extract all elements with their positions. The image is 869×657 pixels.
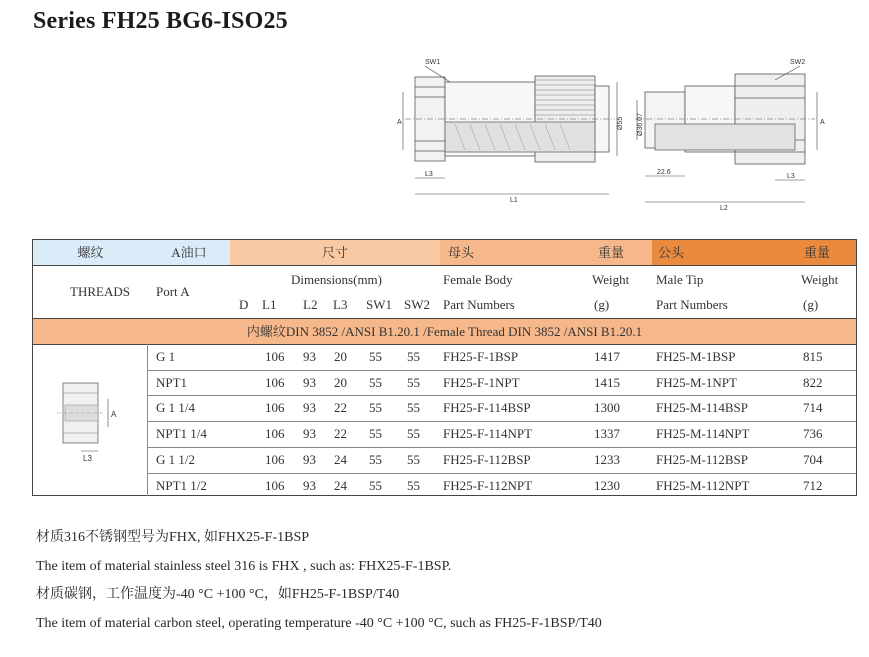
- cell-male-weight: 714: [803, 400, 823, 416]
- cell-female-part: FH25-F-112NPT: [443, 477, 533, 493]
- sw1-label: SW1: [425, 59, 441, 66]
- note-carbon-cn: 材质碳钢，工作温度为-40 °C +100 °C，如FH25-F-1BSP/T40: [36, 587, 400, 602]
- header-male-sub: Part Numbers: [656, 297, 728, 312]
- cell-l3: 24: [334, 477, 347, 493]
- cell-female-weight: 1230: [594, 477, 620, 493]
- port-l3-label: L3: [83, 454, 92, 463]
- note-stainless-en: The item of material stainless steel 316 is FHX , such as: FHX25-F-1BSP.: [36, 558, 452, 574]
- header-female-en: Female Body: [443, 272, 513, 287]
- header-dimensions-cn: 尺寸: [230, 240, 440, 265]
- note-stainless-cn: 材质316不锈钢型号为FHX, 如FHX25-F-1BSP: [36, 530, 310, 545]
- cell-female-part: FH25-F-112BSP: [443, 451, 531, 467]
- cell-sw1: 55: [369, 374, 382, 390]
- header-dim-d: D: [239, 297, 249, 312]
- page-title: Series FH25 BG6-ISO25: [33, 8, 288, 34]
- cell-l1: 106: [265, 374, 285, 390]
- header-port-en: Port A: [156, 284, 190, 299]
- l3-right-label: L3: [787, 173, 795, 180]
- header-dim-sw2: SW2: [404, 297, 430, 312]
- cell-l2: 93: [303, 426, 316, 442]
- cell-thread: G 1: [156, 349, 176, 364]
- cell-sw1: 55: [369, 426, 382, 442]
- cell-female-part: FH25-F-114NPT: [443, 426, 533, 442]
- cell-sw1: 55: [369, 349, 382, 364]
- cell-l1: 106: [265, 451, 285, 467]
- header-dim-l3: L3: [333, 297, 348, 312]
- cell-sw1: 55: [369, 451, 382, 467]
- cell-male-part: FH25-M-114BSP: [656, 400, 748, 416]
- cell-l1: 106: [265, 426, 285, 442]
- cell-thread: NPT1 1/2: [156, 477, 207, 493]
- cell-sw2: 55: [407, 374, 420, 390]
- header-female-cn: 母头: [440, 240, 590, 265]
- header-dim-l1: L1: [262, 297, 277, 312]
- header-male-en: Male Tip: [656, 272, 704, 287]
- cell-female-weight: 1233: [594, 451, 620, 467]
- female-thread-band: 内螺纹DIN 3852 /ANSI B1.20.1 /Female Thread DIN 3852 /ANSI B1.20.1: [33, 318, 856, 345]
- header-female-sub: Part Numbers: [443, 297, 515, 312]
- cell-sw2: 55: [407, 426, 420, 442]
- cell-thread: G 1 1/4: [156, 400, 195, 416]
- cell-l3: 24: [334, 451, 347, 467]
- cell-female-part: FH25-F-1NPT: [443, 374, 520, 390]
- cell-male-part: FH25-M-114NPT: [656, 426, 750, 442]
- cell-l3: 20: [334, 349, 347, 364]
- header-port-cn: A油口: [148, 240, 230, 265]
- a-right-label: A: [820, 119, 825, 126]
- header-weight1-en: Weight: [592, 272, 630, 287]
- cell-l2: 93: [303, 477, 316, 493]
- cell-l2: 93: [303, 400, 316, 416]
- cell-l1: 106: [265, 400, 285, 416]
- cell-male-weight: 815: [803, 349, 823, 364]
- dim-22-6-label: 22.6: [657, 169, 671, 176]
- female-body-drawing: [405, 76, 615, 162]
- cell-l2: 93: [303, 451, 316, 467]
- cell-female-part: FH25-F-1BSP: [443, 349, 519, 364]
- cell-thread: NPT1: [156, 374, 188, 390]
- header-weight1-unit: (g): [594, 297, 610, 312]
- header-dim-l2: L2: [303, 297, 318, 312]
- cell-sw1: 55: [369, 477, 382, 493]
- header-dimensions-en: Dimensions(mm): [291, 272, 382, 287]
- d3607-label: Ø36.07: [637, 113, 644, 136]
- cell-female-weight: 1337: [594, 426, 620, 442]
- d55-label: Ø55: [617, 116, 624, 130]
- header-threads-cn: 螺纹: [33, 240, 148, 265]
- l3-left-label: L3: [425, 171, 433, 178]
- header-dim-sw1: SW1: [366, 297, 392, 312]
- coupling-drawing: [395, 52, 845, 214]
- cell-sw2: 55: [407, 451, 420, 467]
- cell-male-part: FH25-M-1NPT: [656, 374, 737, 390]
- cell-female-weight: 1417: [594, 349, 620, 364]
- cell-l2: 93: [303, 374, 316, 390]
- cell-sw2: 55: [407, 349, 420, 364]
- cell-sw2: 55: [407, 400, 420, 416]
- male-tip-drawing: [635, 74, 815, 164]
- material-notes: [36, 528, 602, 642]
- cell-male-weight: 736: [803, 426, 823, 442]
- cell-female-weight: 1300: [594, 400, 620, 416]
- cell-thread: NPT1 1/4: [156, 426, 207, 442]
- header-weight2-cn: 重量: [800, 240, 856, 265]
- l2-label: L2: [720, 205, 728, 212]
- header-weight2-en: Weight: [801, 272, 839, 287]
- cell-male-part: FH25-M-1BSP: [656, 349, 736, 364]
- header-weight2-unit: (g): [803, 297, 819, 312]
- sw2-label: SW2: [790, 59, 806, 66]
- header-weight1-cn: 重量: [590, 240, 652, 265]
- cell-l1: 106: [265, 349, 285, 364]
- spec-table: [32, 239, 857, 496]
- cell-male-weight: 712: [803, 477, 823, 493]
- cell-male-weight: 822: [803, 374, 823, 390]
- note-carbon-en: The item of material carbon steel, operating temperature -40 °C +100 °C, such as FH25-F-1BSP/T40: [36, 615, 602, 631]
- cell-male-part: FH25-M-112NPT: [656, 477, 750, 493]
- port-a-label: A: [111, 410, 117, 419]
- cell-l2: 93: [303, 349, 316, 364]
- header-male-cn: 公头: [652, 240, 800, 265]
- a-left-label: A: [397, 119, 402, 126]
- port-drawing: [53, 375, 133, 465]
- header-threads-en: THREADS: [70, 284, 130, 299]
- l1-label: L1: [510, 197, 518, 204]
- cell-l3: 20: [334, 374, 347, 390]
- cell-thread: G 1 1/2: [156, 451, 195, 467]
- cell-sw2: 55: [407, 477, 420, 493]
- cell-male-part: FH25-M-112BSP: [656, 451, 748, 467]
- cell-sw1: 55: [369, 400, 382, 416]
- cell-l3: 22: [334, 400, 347, 416]
- cell-female-part: FH25-F-114BSP: [443, 400, 531, 416]
- cell-l3: 22: [334, 426, 347, 442]
- cell-female-weight: 1415: [594, 374, 620, 390]
- cell-male-weight: 704: [803, 451, 823, 467]
- cell-l1: 106: [265, 477, 285, 493]
